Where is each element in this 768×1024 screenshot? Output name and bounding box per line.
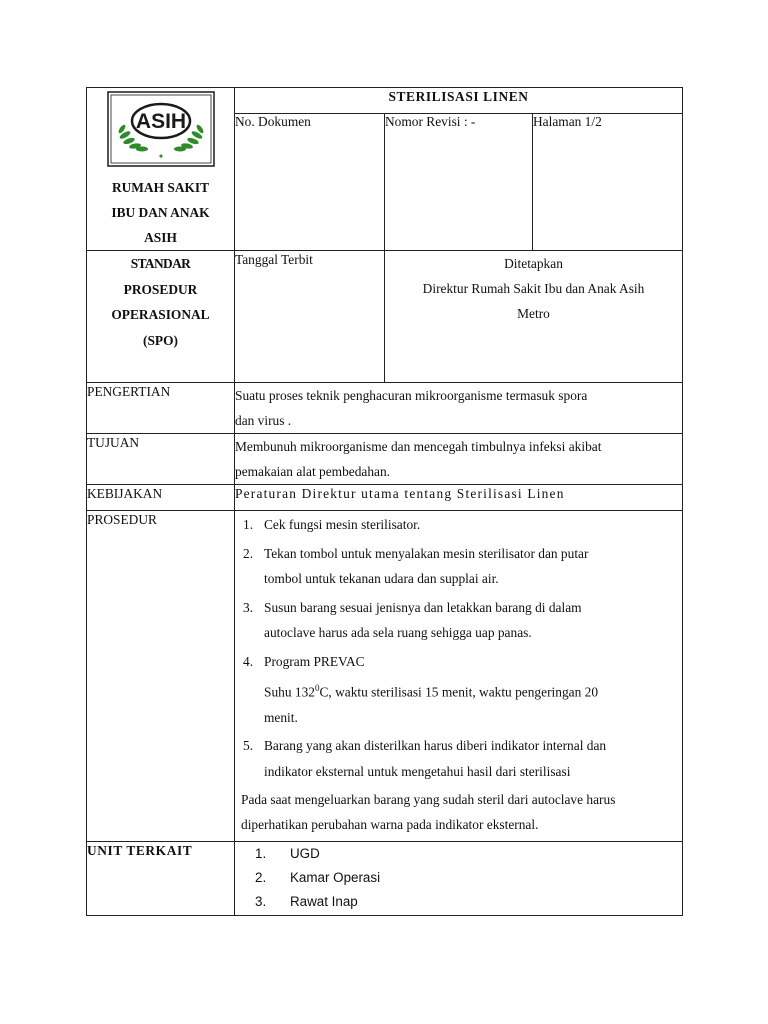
svg-text:ASIH: ASIH [135, 110, 186, 133]
doc-number-cell: No. Dokumen [235, 113, 385, 250]
list-item: 5. Barang yang akan disterilkan harus diberi indikator internal dan indikator eksternal untuk mengetahui hasil dari sterilisasi [243, 738, 607, 779]
issue-date-cell: Tanggal Terbit [235, 251, 385, 383]
prosedur-content [235, 511, 683, 842]
list-item: 3. Susun barang sesuai jenisnya dan letakkan barang di dalam autoclave harus ada sela ruang sehigga uap panas. [243, 599, 582, 640]
list-item: 3. Rawat Inap [255, 894, 358, 909]
list-item: 4. Program PREVAC Suhu $132^0C$, waktu sterilisasi 15 menit, waktu pengeringan 20 menit. [235, 649, 674, 731]
approval-cell: Ditetapkan Direktur Rumah Sakit Ibu dan Anak Asih Metro [385, 251, 683, 383]
list-item: 1. Cek fungsi mesin sterilisator. [243, 517, 421, 532]
prosedur-label: PROSEDUR [87, 511, 235, 842]
tujuan-text: Membunuh mikroorganisme dan mencegah timbulnya infeksi akibat pemakaian alat pembedahan. [235, 434, 683, 485]
tujuan-label: TUJUAN [87, 434, 235, 485]
kebijakan-text: Peraturan Direktur utama tentang Sterilisasi Linen [235, 485, 683, 511]
page-number-cell: Halaman 1/2 [533, 113, 683, 250]
revision-cell: Nomor Revisi : - [385, 113, 533, 250]
unit-terkait-label: UNIT TERKAIT [87, 842, 235, 916]
list-item: 2. Kamar Operasi [255, 870, 381, 885]
hospital-identity-cell [87, 88, 235, 251]
svg-text:✦: ✦ [157, 152, 164, 161]
list-item: 1. UGD [255, 846, 320, 861]
hospital-logo [107, 91, 215, 167]
spo-document-table [86, 87, 683, 916]
hospital-name: RUMAH SAKIT IBU DAN ANAK ASIH [111, 180, 210, 245]
unit-terkait-content [235, 842, 683, 916]
prosedur-note: Pada saat mengeluarkan barang yang sudah steril dari autoclave harus diperhatikan perubahan warna pada indikator eksternal. [241, 792, 616, 833]
list-item: 2. Tekan tombol untuk menyalakan mesin sterilisator dan putar tombol untuk tekanan udara dan supplai air. [243, 545, 589, 586]
spo-title-cell: STANDAR PROSEDUR OPERASIONAL (SPO) [87, 251, 235, 383]
kebijakan-label: KEBIJAKAN [87, 485, 235, 511]
unit-list [235, 842, 682, 914]
document-title: STERILISASI LINEN [235, 88, 683, 114]
prevac-temperature: Suhu $132^0C$, waktu sterilisasi 15 menit, waktu pengeringan 20 [264, 683, 599, 700]
pengertian-text: Suatu proses teknik penghacuran mikroorganisme termasuk spora dan virus . [235, 383, 683, 434]
prosedur-steps [235, 512, 682, 784]
pengertian-label: PENGERTIAN [87, 383, 235, 434]
